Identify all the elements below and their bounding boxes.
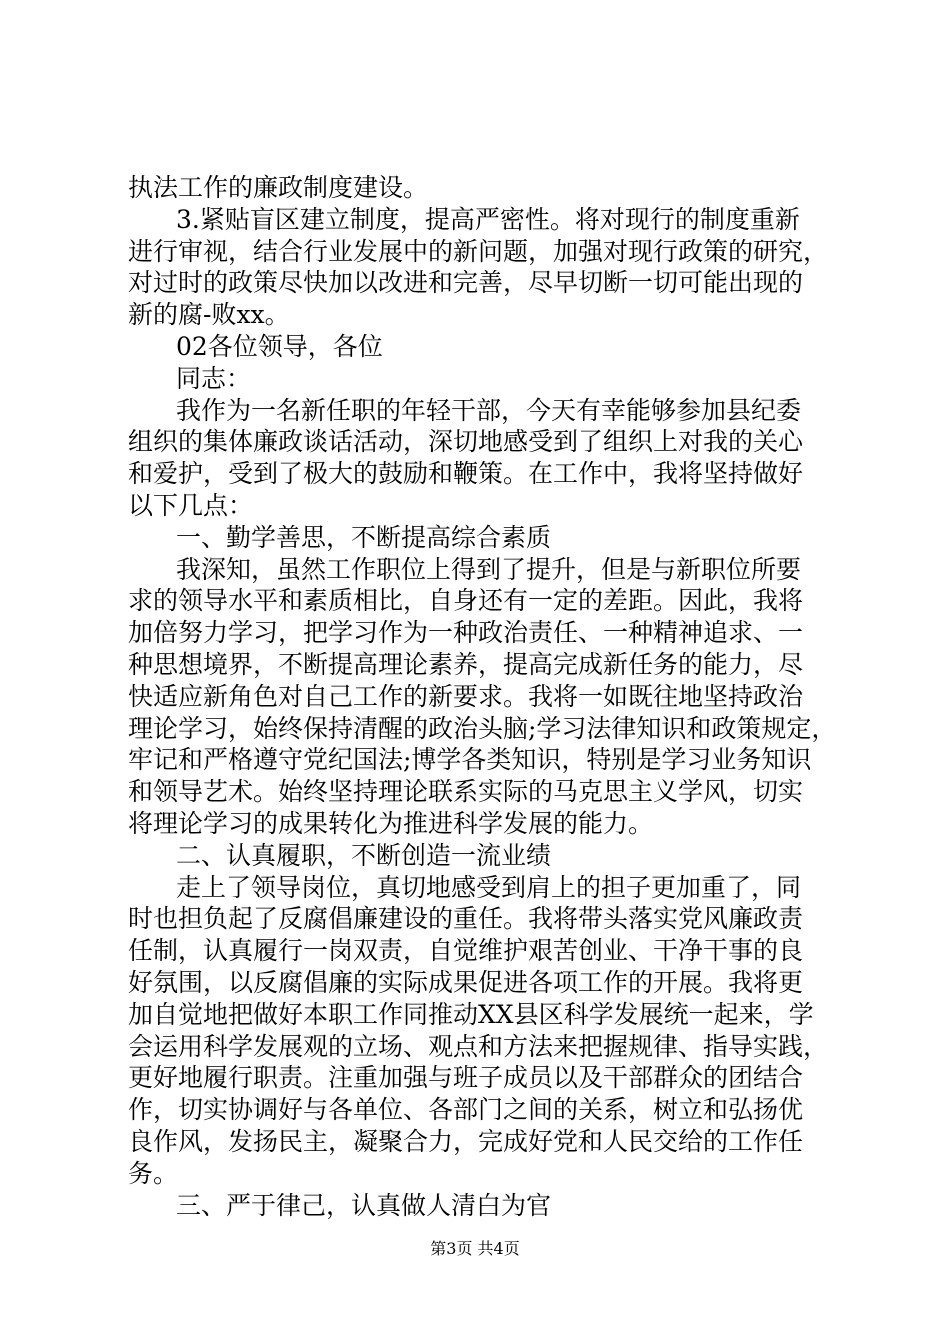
- text-line: 任制，认真履行一岗双责，自觉维护艰苦创业、干净干事的良: [128, 936, 804, 966]
- text-line: 走上了领导岗位，真切地感受到肩上的担子更加重了，同: [176, 872, 802, 902]
- text-line: 对过时的政策尽快加以改进和完善，尽早切断一切可能出现的: [128, 268, 804, 298]
- text-line: 02各位领导，各位: [176, 331, 383, 361]
- text-line: 理论学习，始终保持清醒的政治头脑;学习法律知识和政策规定，: [128, 713, 837, 743]
- text-line: 时也担负起了反腐倡廉建设的重任。我将带头落实党风廉政责: [128, 904, 804, 934]
- text-line: 进行审视，结合行业发展中的新问题，加强对现行政策的研究，: [128, 236, 829, 266]
- text-line: 加倍努力学习，把学习作为一种政治责任、一种精神追求、一: [128, 618, 804, 648]
- document-body: [128, 172, 837, 1221]
- text-line: 我深知，虽然工作职位上得到了提升，但是与新职位所要: [176, 554, 802, 584]
- text-line: 我作为一名新任职的年轻干部，今天有幸能够参加县纪委: [176, 395, 802, 425]
- text-line: 3.紧贴盲区建立制度，提高严密性。将对现行的制度重新: [176, 204, 800, 234]
- text-line: 新的腐-败xx。: [128, 300, 290, 330]
- text-line: 更好地履行职责。注重加强与班子成员以及干部群众的团结合: [128, 1063, 804, 1093]
- text-line: 种思想境界，不断提高理论素养，提高完成新任务的能力，尽: [128, 649, 804, 679]
- text-line: 一、勤学善思，不断提高综合素质: [176, 522, 552, 552]
- page-footer: 第3页 共4页: [430, 1239, 520, 1258]
- text-line: 和爱护，受到了极大的鼓励和鞭策。在工作中，我将坚持做好: [128, 459, 804, 489]
- text-line: 以下几点：: [128, 490, 254, 520]
- text-line: 会运用科学发展观的立场、观点和方法来把握规律、指导实践，: [128, 1031, 829, 1061]
- text-line: 好氛围，以反腐倡廉的实际成果促进各项工作的开展。我将更: [128, 967, 804, 997]
- text-line: 和领导艺术。始终坚持理论联系实际的马克思主义学风，切实: [128, 777, 804, 807]
- text-line: 加自觉地把做好本职工作同推动XX县区科学发展统一起来，学: [128, 999, 814, 1029]
- text-line: 将理论学习的成果转化为推进科学发展的能力。: [128, 808, 654, 838]
- text-line: 执法工作的廉政制度建设。: [128, 173, 429, 202]
- text-line: 同志：: [176, 363, 252, 393]
- text-line: 三、严于律己，认真做人清白为官: [176, 1190, 552, 1220]
- text-line: 快适应新角色对自己工作的新要求。我将一如既往地坚持政治: [128, 681, 804, 711]
- text-line: 务。: [128, 1158, 179, 1188]
- text-line: 求的领导水平和素质相比，自身还有一定的差距。因此，我将: [128, 586, 804, 616]
- text-line: 二、认真履职，不断创造一流业绩: [176, 840, 552, 870]
- text-line: 作，切实协调好与各单位、各部门之间的关系，树立和弘扬优: [128, 1095, 804, 1125]
- text-line: 牢记和严格遵守党纪国法;博学各类知识，特别是学习业务知识: [128, 745, 812, 775]
- text-line: 组织的集体廉政谈话活动，深切地感受到了组织上对我的关心: [128, 427, 804, 457]
- text-line: 良作风，发扬民主，凝聚合力，完成好党和人民交给的工作任: [128, 1126, 804, 1156]
